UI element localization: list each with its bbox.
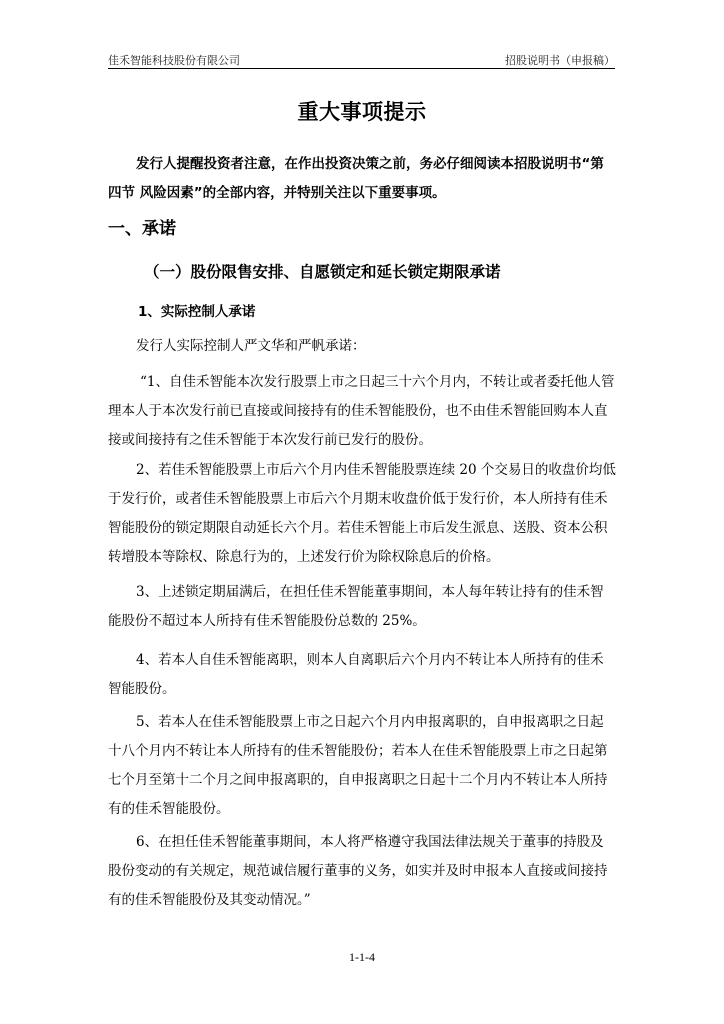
page-header — [108, 50, 615, 69]
commitment-paragraph-3 — [108, 578, 616, 636]
controller-intro — [108, 332, 616, 361]
paragraph-text: 4、若本人自佳禾智能离职，则本人自离职后六个月内不转让本人所持有的佳禾智能股份。 — [108, 652, 604, 697]
commitment-paragraph-4 — [108, 646, 616, 704]
paragraph-text: 2、若佳禾智能股票上市后六个月内佳禾智能股票连续 20 个交易日的收盘价均低于发行价，或者佳禾智能股票上市后六个月期末收盘价低于发行价，本人所持有佳禾智能股份的锁定期限自动延长六个月。若佳禾智能上市后发生派息、送股、资本公积转增股本等除权、除息行为的，上述发行价为除权除息后的价格。 — [108, 462, 616, 565]
paragraph-text: 5、若本人在佳禾智能股票上市之日起六个月内申报离职的，自申报离职之日起十八个月内不转让本人所持有的佳禾智能股份；若本人在佳禾智能股票上市之日起第七个月至第十二个月之间申报离职的，自申报离职之日起十二个月内不转让本人所持有的佳禾智能股份。 — [108, 714, 608, 817]
paragraph-text: “1、自佳禾智能本次发行股票上市之日起三十六个月内，不转让或者委托他人管理本人于本次发行前已直接或间接持有的佳禾智能股份，也不由佳禾智能回购本人直接或间接持有之佳禾智能于本次发行前已发行的股份。 — [108, 374, 615, 448]
section-heading-commitments: 一、承诺 — [108, 219, 176, 239]
commitment-paragraph-1 — [108, 368, 616, 455]
commitment-paragraph-6 — [108, 828, 616, 915]
commitment-paragraph-5 — [108, 708, 616, 824]
intro-text: 发行人实际控制人严文华和严帆承诺： — [136, 338, 366, 354]
paragraph-text: 6、在担任佳禾智能董事期间，本人将严格遵守我国法律法规关于董事的持股及股份变动的有关规定，规范诚信履行董事的义务，如实并及时申报本人直接或间接持有的佳禾智能股份及其变动情况。” — [108, 834, 608, 908]
paragraph-text: 3、上述锁定期届满后，在担任佳禾智能董事期间，本人每年转让持有的佳禾智能股份不超过本人所持有佳禾智能股份总数的 25%。 — [108, 584, 604, 629]
commitment-paragraph-2 — [108, 456, 616, 572]
lead-paragraph — [108, 150, 616, 208]
item-heading-controller: 1、实际控制人承诺 — [138, 304, 256, 320]
header-company: 佳禾智能科技股份有限公司 — [108, 54, 240, 67]
page-title: 重大事项提示 — [297, 100, 427, 124]
subsection-heading-lockup: （一）股份限售安排、自愿锁定和延长锁定期限承诺 — [144, 263, 501, 281]
lead-text: 发行人提醒投资者注意，在作出投资决策之前，务必仔细阅读本招股说明书“第四节 风险因素”的全部内容，并特别关注以下重要事项。 — [108, 156, 604, 201]
header-doc-type: 招股说明书（申报稿） — [505, 54, 615, 67]
page-number: 1-1-4 — [349, 950, 375, 964]
